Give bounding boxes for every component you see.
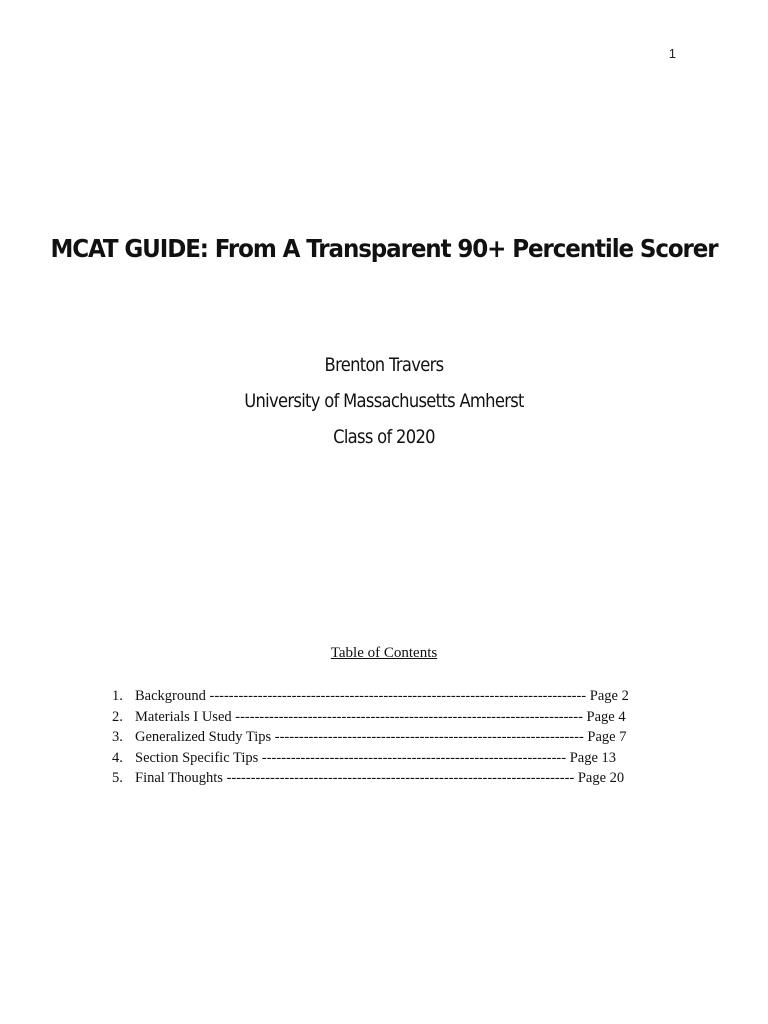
page-number: 1 xyxy=(668,46,676,61)
toc-item-study-tips xyxy=(112,727,672,748)
toc-item-number: 5. xyxy=(112,770,123,786)
toc-item-materials xyxy=(112,707,672,728)
document-title: MCAT GUIDE: From A Transparent 90+ Percentile Scorer xyxy=(50,234,718,263)
author-name: Brenton Travers xyxy=(324,354,444,376)
toc-item-text: Background ------------------------------------------------------------------------------ Page 2 xyxy=(135,688,629,704)
toc-item-text: Generalized Study Tips ---------------------------------------------------------------- Page 7 xyxy=(135,729,627,745)
toc-item-final-thoughts xyxy=(112,768,672,789)
toc-item-text: Section Specific Tips --------------------------------------------------------------- Page 13 xyxy=(135,749,617,766)
toc-item-text: Final Thoughts ------------------------------------------------------------------------ Page 20 xyxy=(135,770,625,786)
author-school: University of Massachusetts Amherst xyxy=(244,390,524,412)
toc-item-number: 3. xyxy=(112,729,123,745)
toc-item-text: Materials I Used ------------------------------------------------------------------------ Page 4 xyxy=(135,708,626,725)
toc-item-number: 2. xyxy=(112,708,123,725)
toc-list xyxy=(112,686,672,789)
toc-item-background xyxy=(112,686,672,707)
toc-item-number: 4. xyxy=(112,749,123,766)
author-class: Class of 2020 xyxy=(333,426,435,448)
toc-item-number: 1. xyxy=(112,688,123,704)
author-block xyxy=(0,350,768,458)
toc-heading: Table of Contents xyxy=(330,645,438,661)
toc-item-section-tips xyxy=(112,748,672,769)
